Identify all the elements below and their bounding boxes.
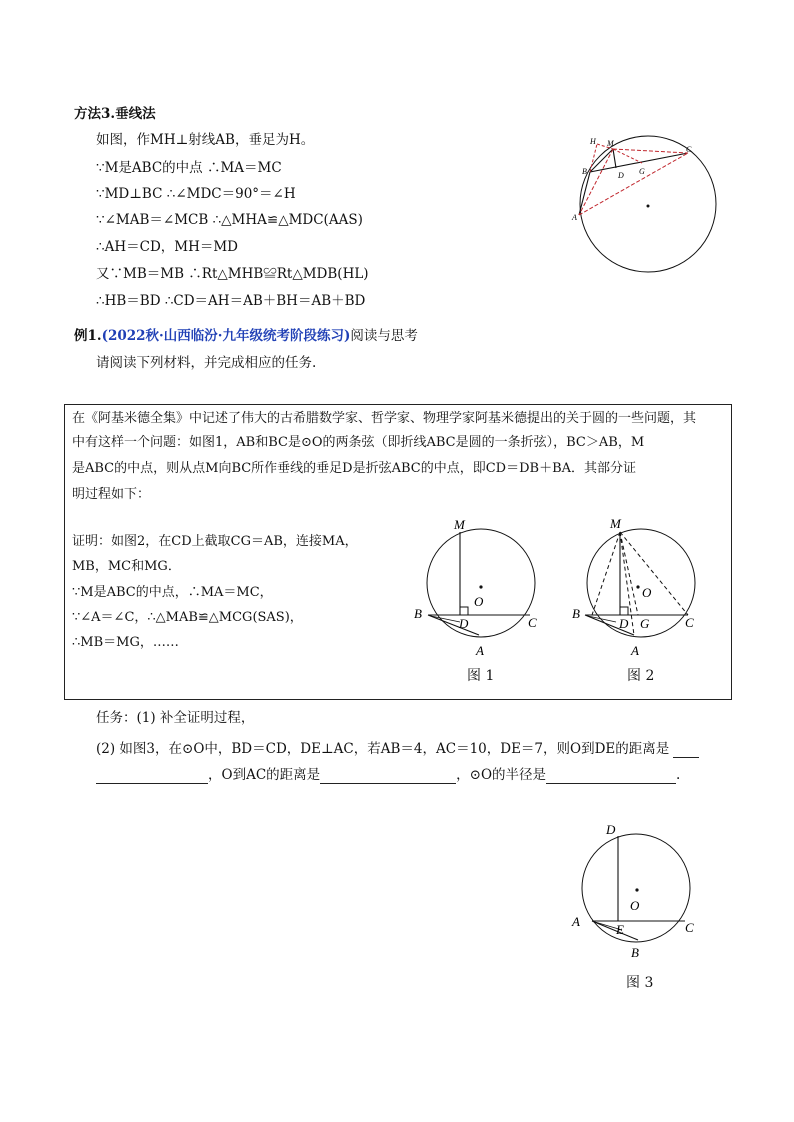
- figure-1-shading: [431, 616, 460, 622]
- figure-1-right-angle: [460, 607, 468, 615]
- figure-1-center-dot: [479, 585, 482, 588]
- example-source: (2022秋·山西临汾·九年级统考阶段练习): [101, 328, 351, 344]
- method3-segment-md: [613, 149, 616, 168]
- answer-blank-radius[interactable]: [546, 769, 676, 784]
- method3-dashed-mc: [613, 149, 688, 153]
- method3-title: 方法3.垂线法: [74, 106, 156, 122]
- figure-1-label-m: M: [454, 517, 465, 532]
- task-2-line-2: [96, 766, 680, 784]
- figure-3-label-b: B: [631, 945, 639, 960]
- example-heading-tail: 阅读与思考: [350, 328, 418, 344]
- material-intro-line-4: 明过程如下：: [72, 487, 151, 502]
- figure-2-label-g: G: [640, 616, 650, 631]
- figure-3-label-e: E: [616, 922, 624, 937]
- figure-3-circle: [582, 834, 690, 942]
- proof-line-1: 证明：如图2，在CD上截取CG＝AB，连接MA，: [72, 534, 358, 549]
- figure-2-label-o: O: [642, 585, 652, 600]
- example-heading: [74, 327, 418, 345]
- material-intro-line-3: 是ABC的中点，则从点M向BC所作垂线的垂足D是折弦ABC的中点，即CD＝DB＋BA．其部分证: [72, 461, 637, 476]
- method3-step-2: ∵M是ABC的中点 ∴MA＝MC: [96, 160, 282, 176]
- figure-1: [408, 512, 558, 662]
- figure-2-dashed-mc: [620, 532, 688, 615]
- task-1: 任务：(1) 补全证明过程，: [96, 710, 255, 726]
- method3-step-3: ∵MD⊥BC ∴∠MDC＝90°＝∠H: [96, 186, 296, 202]
- figure-2-dashed-mb: [592, 532, 620, 615]
- proof-line-4: ∵∠A＝∠C，∴△MAB≌△MCG(SAS)，: [72, 610, 303, 625]
- figure-1-label-a: A: [476, 643, 484, 658]
- figure-1-chord-ab: [428, 615, 479, 635]
- figure-3-label-c: C: [685, 920, 694, 935]
- figure-1-caption: 图 1: [467, 668, 495, 684]
- method3-label-a: A: [572, 213, 577, 222]
- method3-dashed-mg: [613, 149, 642, 163]
- method3-step-4: ∵∠MAB＝∠MCB ∴△MHA≌△MDC(AAS): [96, 212, 363, 228]
- proof-line-5: ∴MB＝MG，……: [72, 635, 179, 650]
- method3-label-m: M: [607, 139, 614, 148]
- method3-label-c: C: [686, 145, 692, 154]
- answer-blank-o-to-de-part1[interactable]: [673, 743, 699, 758]
- figure-1-label-b: B: [414, 606, 422, 621]
- method3-label-h: H: [590, 137, 596, 146]
- example-instruction: 请阅读下列材料，并完成相应的任务.: [96, 355, 317, 371]
- figure-3-chord-ab: [592, 921, 638, 940]
- figure-2-center-dot: [636, 585, 639, 588]
- figure-2-right-angle: [620, 607, 628, 615]
- figure-3-caption: 图 3: [626, 975, 654, 991]
- method3-step-5: ∴AH＝CD，MH＝MD: [96, 239, 239, 255]
- figure-1-label-o: O: [474, 594, 484, 609]
- material-intro-line-2: 中有这样一个问题：如图1，AB和BC是⊙O的两条弦（即折线ABC是圆的一条折弦），BC＞AB，M: [72, 435, 645, 450]
- task-2-text: (2) 如图3，在⊙O中，BD＝CD，DE⊥AC，若AB＝4，AC＝10，DE＝7，则O到DE的距离是: [96, 741, 670, 757]
- figure-2-label-c: C: [685, 615, 694, 630]
- method3-label-d: D: [618, 171, 624, 180]
- method3-label-g: G: [639, 167, 645, 176]
- figure-2-dashed-mg: [620, 532, 638, 615]
- method3-step-7: ∴HB＝BD ∴CD＝AH＝AB＋BH＝AB＋BD: [96, 293, 366, 309]
- method3-step-1: 如图，作MH⊥射线AB，垂足为H。: [96, 132, 315, 148]
- method3-circle: [580, 136, 716, 272]
- proof-line-2: MB，MC和MG．: [72, 559, 181, 574]
- method3-center-dot: [647, 205, 650, 208]
- figure-1-label-c: C: [528, 615, 537, 630]
- answer-blank-o-to-de[interactable]: [96, 769, 208, 784]
- material-intro-line-1: 在《阿基米德全集》中记述了伟大的古希腊数学家、哲学家、物理学家阿基米德提出的关于圆的一些问题，其: [72, 411, 697, 426]
- task-2-end: .: [676, 767, 681, 783]
- method3-step-6: 又∵MB＝MB ∴Rt△MHB≌Rt△MDB(HL): [96, 266, 369, 282]
- task-2-mid-1: ，O到AC的距离是: [208, 767, 321, 783]
- example-number: 例1.: [74, 328, 102, 344]
- answer-blank-o-to-ac[interactable]: [320, 769, 456, 784]
- task-2-mid-2: ，⊙O的半径是: [456, 767, 547, 783]
- figure-2-label-m: M: [610, 516, 621, 531]
- figure-3-label-o: O: [630, 898, 640, 913]
- method3-figure: [570, 132, 730, 274]
- figure-3: [566, 814, 716, 966]
- figure-1-label-d: D: [459, 616, 469, 631]
- figure-3-label-a: A: [572, 914, 580, 929]
- proof-line-3: ∵M是ABC的中点，∴MA＝MC，: [72, 585, 273, 600]
- task-2-line-1: [96, 740, 699, 758]
- method3-label-b: B: [582, 167, 587, 176]
- figure-3-label-d: D: [606, 822, 616, 837]
- figure-2: [568, 512, 718, 662]
- figure-3-center-dot: [635, 888, 638, 891]
- figure-2-label-b: B: [572, 606, 580, 621]
- figure-2-caption: 图 2: [627, 668, 655, 684]
- figure-2-label-d: D: [619, 616, 629, 631]
- figure-2-shading: [588, 616, 616, 622]
- figure-2-label-a: A: [631, 643, 639, 658]
